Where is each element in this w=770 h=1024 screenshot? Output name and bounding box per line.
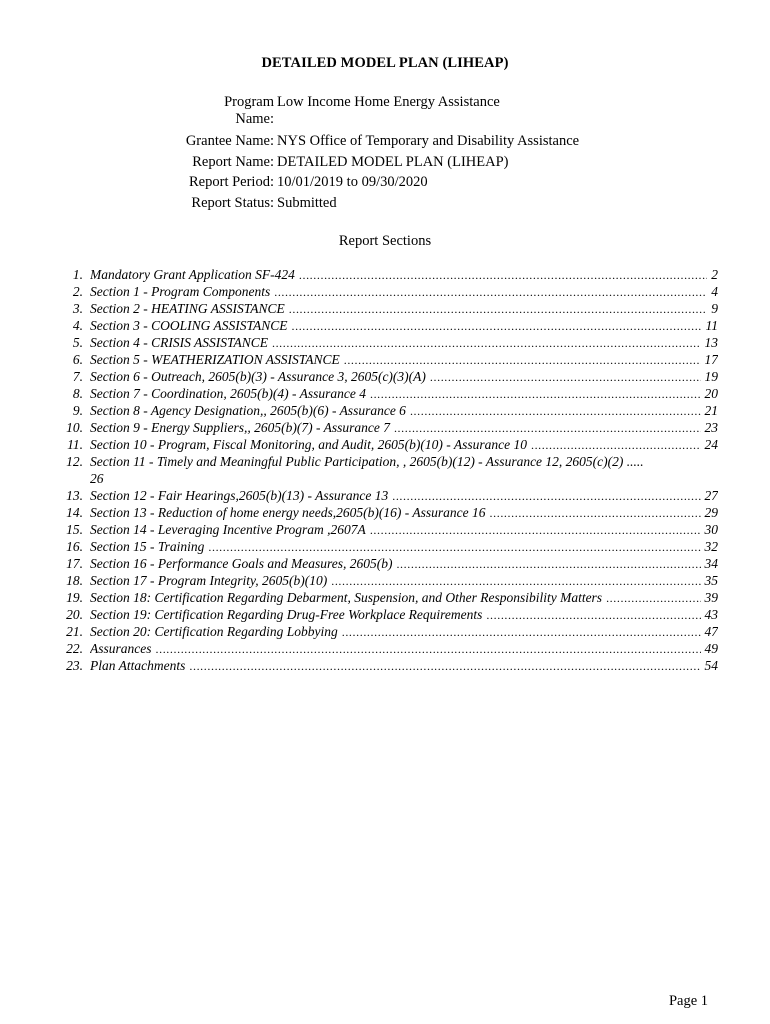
toc-entry-number: 12. <box>66 454 83 469</box>
report-period-value: 10/01/2019 to 09/30/2020 <box>277 174 428 190</box>
toc-entry-body <box>90 589 718 607</box>
toc-entry-label: Section 12 - Fair Hearings,2605(b)(13) - Assurance 13 <box>90 487 392 505</box>
toc-entry[interactable] <box>0 266 770 283</box>
toc-entry-label: Assurances <box>90 640 156 658</box>
toc-entry-page: 17 <box>704 352 718 367</box>
toc-entry-label: Section 8 - Agency Designation,, 2605(b)(6) - Assurance 6 <box>90 402 410 420</box>
toc-entry-label: Section 14 - Leveraging Incentive Program ,2607A <box>90 521 370 539</box>
toc-entry-page: 32 <box>704 539 718 554</box>
toc-entry-number: 2. <box>72 284 83 299</box>
toc-entry-number: 13. <box>66 488 83 503</box>
toc-entry-page: 24 <box>704 437 718 452</box>
toc-entry-body <box>90 606 718 624</box>
toc-entry-page: 54 <box>704 658 718 673</box>
toc-entry-number: 16. <box>66 539 83 554</box>
toc-entry-page: 4 <box>711 284 718 299</box>
toc-entry[interactable] <box>0 385 770 402</box>
report-sections-heading: Report Sections <box>338 233 432 249</box>
toc-entry-number: 17. <box>66 556 83 571</box>
toc-leader-dots <box>410 402 701 420</box>
toc-entry-body <box>90 555 718 573</box>
toc-entry-label: Section 20: Certification Regarding Lobbying <box>90 623 342 641</box>
toc-entry[interactable] <box>0 572 770 589</box>
toc-entry-page: 43 <box>704 607 718 622</box>
toc-leader-dots <box>344 351 701 369</box>
toc-entry-label: Section 11 - Timely and Meaningful Public Participation, , 2605(b)(12) - Assurance 12, 2605(c)(2) ..... <box>90 454 644 469</box>
toc-entry[interactable] <box>0 589 770 606</box>
toc-entry-label: Section 10 - Program, Fiscal Monitoring, and Audit, 2605(b)(10) - Assurance 10 <box>90 436 531 454</box>
toc-entry-label: Section 13 - Reduction of home energy needs,2605(b)(16) - Assurance 16 <box>90 504 490 522</box>
report-status-value: Submitted <box>277 194 337 211</box>
toc-entry[interactable] <box>0 504 770 521</box>
toc-entry-body <box>90 283 718 301</box>
grantee-name-value: NYS Office of Temporary and Disability Assistance <box>277 133 580 149</box>
toc-entry[interactable] <box>0 453 770 487</box>
toc-entry-page: 47 <box>704 624 718 639</box>
toc-entry-number: 14. <box>66 505 83 520</box>
toc-entry-number: 4. <box>72 318 83 333</box>
toc-entry-body <box>90 300 718 318</box>
toc-entry-number: 7. <box>72 369 83 384</box>
toc-entry-page: 26 <box>90 471 104 486</box>
meta-row-grantee <box>0 131 770 152</box>
toc-entry-number: 5. <box>72 335 83 350</box>
toc-entry-body <box>90 402 718 420</box>
toc-entry-label: Section 2 - HEATING ASSISTANCE <box>90 300 289 318</box>
toc-entry-label: Section 15 - Training <box>90 538 208 556</box>
toc-entry-page: 30 <box>704 522 718 537</box>
report-period-label: Report Period: <box>189 174 274 190</box>
toc-leader-dots <box>331 572 700 590</box>
toc-entry-page: 13 <box>704 335 718 350</box>
toc-entry-body <box>90 453 718 487</box>
toc-entry-page: 39 <box>704 590 718 605</box>
toc-entry-page: 20 <box>704 386 718 401</box>
toc-leader-dots <box>289 300 708 318</box>
program-name-label: Program Name: <box>224 94 274 127</box>
toc-entry-body <box>90 266 718 284</box>
toc-entry-page: 23 <box>704 420 718 435</box>
toc-entry-number: 6. <box>72 352 83 367</box>
toc-leader-dots <box>370 385 701 403</box>
toc-entry-label: Plan Attachments <box>90 657 189 675</box>
toc-entry-label: Section 18: Certification Regarding Debarment, Suspension, and Other Responsibility Matters <box>90 589 606 607</box>
meta-row-report-name <box>0 152 770 173</box>
meta-row-report-period <box>0 172 770 193</box>
grantee-name-label: Grantee Name: <box>185 133 274 149</box>
toc-entry-label: Section 7 - Coordination, 2605(b)(4) - Assurance 4 <box>90 385 370 403</box>
toc-leader-dots <box>531 436 701 454</box>
toc-entry-page: 19 <box>704 369 718 384</box>
toc-entry-label: Section 19: Certification Regarding Drug-Free Workplace Requirements <box>90 606 486 624</box>
toc-entry-page: 21 <box>704 403 718 418</box>
toc-entry-number: 18. <box>66 573 83 588</box>
toc-leader-dots <box>606 589 700 607</box>
toc-entry-body <box>90 572 718 590</box>
toc-entry[interactable] <box>0 657 770 674</box>
toc-entry-label: Section 4 - CRISIS ASSISTANCE <box>90 334 272 352</box>
toc-entry[interactable] <box>0 368 770 385</box>
toc-entry-number: 22. <box>66 641 83 656</box>
toc-entry-page: 34 <box>704 556 718 571</box>
program-name-value: Low Income Home Energy Assistance <box>277 94 500 110</box>
document-title: DETAILED MODEL PLAN (LIHEAP) <box>261 55 509 71</box>
page-number: Page 1 <box>668 993 708 1009</box>
toc-entry-number: 21. <box>66 624 83 639</box>
toc-leader-dots <box>486 606 700 624</box>
toc-leader-dots <box>208 538 700 556</box>
toc-entry-page: 27 <box>704 488 718 503</box>
toc-entry-number: 23. <box>66 658 83 673</box>
toc-entry-number: 10. <box>66 420 83 435</box>
report-name-value: DETAILED MODEL PLAN (LIHEAP) <box>277 153 509 170</box>
toc-entry-page: 2 <box>711 267 718 282</box>
toc-entry-number: 3. <box>72 301 83 316</box>
toc-entry-body <box>90 368 718 386</box>
toc-leader-dots <box>394 419 701 437</box>
toc-entry-body <box>90 351 718 369</box>
toc-entry-body <box>90 657 718 675</box>
toc-entry-label: Section 3 - COOLING ASSISTANCE <box>90 317 292 335</box>
toc-entry-label: Section 1 - Program Components <box>90 283 274 301</box>
toc-entry[interactable] <box>0 351 770 368</box>
toc-leader-dots <box>156 640 701 658</box>
toc-entry-number: 15. <box>66 522 83 537</box>
toc-entry[interactable] <box>0 300 770 317</box>
toc-entry[interactable] <box>0 283 770 300</box>
toc-entry-body <box>90 521 718 539</box>
meta-row-report-status <box>0 193 770 214</box>
toc-entry-body <box>90 436 718 454</box>
toc-entry-label: Section 17 - Program Integrity, 2605(b)(10) <box>90 572 331 590</box>
toc-entry-number: 19. <box>66 590 83 605</box>
toc-entry-page: 35 <box>704 573 718 588</box>
toc-entry-page: 9 <box>711 301 718 316</box>
meta-row-program <box>0 92 770 131</box>
toc-entry-label: Section 6 - Outreach, 2605(b)(3) - Assurance 3, 2605(c)(3)(A) <box>90 368 430 386</box>
toc-leader-dots <box>430 368 701 386</box>
toc-entry-body <box>90 385 718 403</box>
toc-leader-dots <box>490 504 701 522</box>
toc-entry-number: 8. <box>72 386 83 401</box>
toc-entry-number: 9. <box>72 403 83 418</box>
toc-leader-dots <box>370 521 701 539</box>
toc-entry-page: 49 <box>704 641 718 656</box>
toc-leader-dots <box>342 623 701 641</box>
report-status-label: Report Status: <box>191 194 274 211</box>
toc-entry-body <box>90 487 718 505</box>
toc-entry-label: Mandatory Grant Application SF-424 <box>90 266 299 284</box>
toc-entry[interactable] <box>0 402 770 419</box>
toc-leader-dots <box>292 317 702 335</box>
table-of-contents <box>0 266 770 674</box>
toc-entry-body <box>90 419 718 437</box>
toc-leader-dots <box>274 283 707 301</box>
toc-entry[interactable] <box>0 521 770 538</box>
toc-leader-dots <box>299 266 707 284</box>
toc-entry[interactable] <box>0 538 770 555</box>
report-name-label: Report Name: <box>192 153 274 170</box>
toc-entry-body <box>90 334 718 352</box>
toc-entry[interactable] <box>0 436 770 453</box>
toc-entry-page: 29 <box>704 505 718 520</box>
toc-entry-label: Section 5 - WEATHERIZATION ASSISTANCE <box>90 351 344 369</box>
report-metadata <box>0 92 770 213</box>
toc-entry-body <box>90 640 718 658</box>
toc-entry-label: Section 16 - Performance Goals and Measures, 2605(b) <box>90 555 396 573</box>
toc-entry-body <box>90 538 718 556</box>
toc-entry-label: Section 9 - Energy Suppliers,, 2605(b)(7) - Assurance 7 <box>90 419 394 437</box>
toc-entry[interactable] <box>0 555 770 572</box>
toc-entry[interactable] <box>0 334 770 351</box>
toc-entry-body <box>90 623 718 641</box>
toc-leader-dots <box>272 334 701 352</box>
toc-entry-number: 20. <box>66 607 83 622</box>
toc-entry[interactable] <box>0 640 770 657</box>
toc-leader-dots <box>392 487 700 505</box>
toc-leader-dots <box>189 657 700 675</box>
toc-entry[interactable] <box>0 623 770 640</box>
toc-entry-body <box>90 317 718 335</box>
toc-entry-number: 11. <box>67 437 83 452</box>
toc-entry[interactable] <box>0 419 770 436</box>
toc-leader-dots <box>396 555 700 573</box>
toc-entry[interactable] <box>0 487 770 504</box>
toc-entry[interactable] <box>0 606 770 623</box>
toc-entry-body <box>90 504 718 522</box>
toc-entry[interactable] <box>0 317 770 334</box>
toc-entry-number: 1. <box>72 267 83 282</box>
toc-entry-page: 11 <box>705 318 718 333</box>
